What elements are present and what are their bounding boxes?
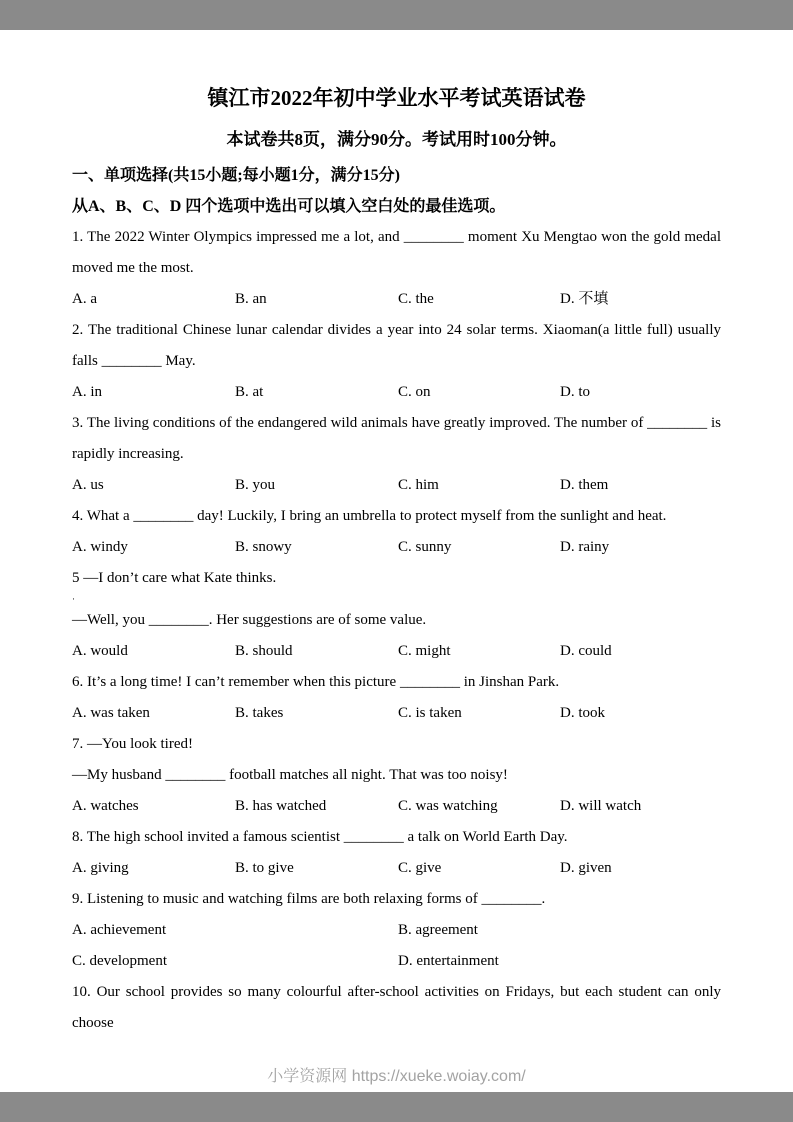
footer-watermark: 小学资源网 https://xueke.woiay.com/ [267,1068,526,1085]
option: C. might [398,643,451,659]
option: D. rainy [560,539,610,555]
question-text: 2. The traditional Chinese lunar calendar divides a year into 24 solar terms. Xiaoman(a little full) usually falls ________ May. [72,322,721,369]
options-row [72,698,721,729]
option: A. windy [72,539,128,555]
questions-container [72,222,721,1039]
option: B. an [235,291,267,307]
option: A. a [72,291,97,307]
question-text: 6. It’s a long time! I can’t remember when this picture ________ in Jinshan Park. [72,674,560,690]
option: B. at [235,384,264,400]
option: B. has watched [235,798,327,814]
option: D. took [560,705,605,721]
option: C. the [398,291,434,307]
question-block [72,315,721,408]
option: A. was taken [72,705,150,721]
question-text: 4. What a ________ day! Luckily, I bring an umbrella to protect myself from the sunlight and heat. [72,508,667,524]
option: A. watches [72,798,139,814]
option: C. him [398,477,439,493]
exam-title: 镇江市2022年初中学业水平考试英语试卷 [207,86,586,110]
question-block [72,501,721,563]
option: A. achievement [72,922,167,938]
options-row [72,791,721,822]
question-text: —Well, you ________. Her suggestions are of some value. [72,612,427,628]
option: D. will watch [560,798,642,814]
option: C. on [398,384,431,400]
question-block [72,563,721,667]
options-row [72,470,721,501]
question-text: 7. —You look tired! [72,736,193,752]
exam-subtitle: 本试卷共8页，满分90分。考试用时100分钟。 [226,130,567,149]
option: D. to [560,384,590,400]
exam-page [0,30,793,1092]
options-row [72,915,721,946]
option: C. development [72,953,167,969]
options-row [72,532,721,563]
option: B. should [235,643,293,659]
question-block [72,667,721,729]
question-text: 10. Our school provides so many colourful after-school activities on Fridays, but each student can only choose [72,984,721,1031]
question-text: 8. The high school invited a famous scientist ________ a talk on World Earth Day. [72,829,568,845]
option: B. takes [235,705,284,721]
options-row [72,377,721,408]
section-instruction: 从A、B、C、D 四个选项中选出可以填入空白处的最佳选项。 [72,198,506,215]
option: A. in [72,384,102,400]
option: B. snowy [235,539,292,555]
option: A. would [72,643,128,659]
options-row [72,853,721,884]
option: C. sunny [398,539,452,555]
question-text: 9. Listening to music and watching films are both relaxing forms of ________. [72,891,546,907]
section-heading: 一、单项选择(共15小题;每小题1分，满分15分) [72,167,400,184]
question-block [72,822,721,884]
option: A. us [72,477,104,493]
question-text: —My husband ________ football matches all night. That was too noisy! [72,767,508,783]
options-row [72,284,721,315]
option: C. was watching [398,798,498,814]
option: B. to give [235,860,294,876]
question-block [72,729,721,822]
question-block [72,222,721,315]
option: D. entertainment [398,953,499,969]
question-text: 1. The 2022 Winter Olympics impressed me a lot, and ________ moment Xu Mengtao won the gold medal moved me the most. [72,229,721,276]
options-row [72,946,721,977]
question-block [72,884,721,977]
option: B. agreement [398,922,478,938]
options-row [72,636,721,667]
question-text: 3. The living conditions of the endangered wild animals have greatly improved. The number of ________ is rapidly increasing. [72,415,721,462]
option: A. giving [72,860,129,876]
option: C. give [398,860,442,876]
option: D. given [560,860,612,876]
option: C. is taken [398,705,462,721]
stray-mark: · [72,594,75,604]
option: D. could [560,643,612,659]
question-block [72,408,721,501]
option: D. them [560,477,609,493]
option: B. you [235,477,276,493]
question-block [72,977,721,1039]
question-text: 5 —I don’t care what Kate thinks. [72,570,277,586]
option: D. 不填 [560,291,609,307]
